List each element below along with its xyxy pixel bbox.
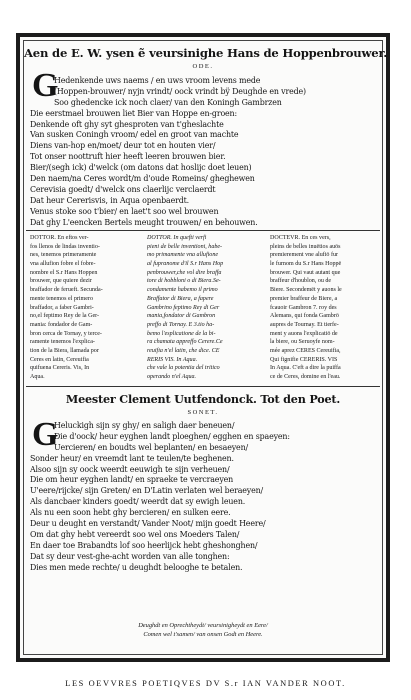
page-frame [16,33,390,662]
verse-line: Als dancbaer kinders goedt/ weerdt dat sy ewigh leuen. [30,497,246,507]
verse-line: Alsoo sijn sy oock weerdt eeuwigh te sijn verheuen/ [30,464,230,474]
verse-line: Diens van-hop en/moet/ deur tot en houten vier/ [30,141,216,151]
divider-rule-2 [26,386,380,387]
prose-line: mente tenemos el primero [30,295,93,302]
prose-line: Alemans, qui fonda Gambrō [270,313,339,320]
prose-line: quifuena Cereris. Vis, In [30,365,90,372]
prose-line: mo primamente vna allufione [147,252,219,259]
prose-line: preffo di Tornay. E 3.tio ha- [147,321,215,328]
verse-line: Tot onser noottruft hier heeft leeren brouwen bier. [30,152,226,162]
prose-line: vna allufion fobre el fobre- [30,261,96,268]
verse-line: Sonder heur/ en vreemdt lant te teulen/te beghenen. [30,453,234,463]
prose-line: ramente tenemos l'explica- [30,339,95,346]
prose-line: premier braffeur de Biere, a [270,295,338,302]
ode-subtitle: ODE. [192,63,214,70]
verse-line: Dies men mede rechte/ u deughdt belooghe te betalen. [30,562,243,572]
prose-line: la biere, ou Seruoyfe nom- [270,339,335,346]
prose-line: Braffator di Biera, a fapere [147,295,214,302]
prose-line: Biere. Secondemēt y auons le [270,287,342,294]
prose-line: Qui fignifie CERERIS. VIS [270,356,338,363]
prose-line: DOTTOR. In quefti verfi [147,235,207,241]
verse-line: Bier/(segh ick) d'welck (om datons dat hoslijc doet leuen) [30,163,252,173]
verse-line: Dat ghy L'eencken Bertels meught trouwen/ en behouwen. [30,217,258,227]
prose-line: DOTTOR. En eftos ver- [30,235,89,241]
prose-line: ment y auons l'explicatiō de [270,330,338,337]
prose-line: RERIS VIS. In Aqua. [147,356,198,363]
verse-line: Van susken Coningh vroom/ edel en groot van machte [30,130,239,140]
prose-line: bron cerca de Tornay, y terce- [30,330,102,337]
ode-title: Aen de E. W. ysen ẽ veursinighe Hans de Hoppenbrouwer. [24,46,388,60]
verse-line: Den naem/na Ceres wordt/m d'oude Romeins/ gheghewen [30,174,255,184]
sonnet-title: Meester Clement Uutfendonck. Tot den Poet. [65,392,341,406]
prose-line: mania: fondador de Gam- [30,321,93,328]
prose-line: aupres de Tournay. Et tierfe- [270,321,339,328]
prose-line: pleins de belles inuētios auōs [270,243,341,250]
page-footer: LES OEVVRES POETIQVES DV S.r IAN VANDER NOOT. [65,679,346,688]
verse-line: Soo ghedencke ick noch claer/ van den Koningh Gambrzen [54,97,282,107]
verse-line: Om dat ghy hebt vereerdt soo wel ons Moeders Talen/ [30,529,240,539]
prose-line: Ceres en latin, Cereuifia [30,356,89,363]
prose-line: bemo l'esplicatione de la bi- [147,330,216,337]
verse-line: Dat heur Cererisvis, in Aqua openbaerdt. [30,195,190,205]
verse-line: U'eere/rijcke/ sijn Greten/ en D'Latin verlaten wel beraeyen/ [30,486,264,496]
prose-line: operando n'el Aqua. [147,374,197,380]
verse-line: Dat sy deur vest-ghe-acht worden van alle tonghen: [30,551,230,561]
verse-line: Die eerstmael brouwen liet Bier van Hoppe en-groen: [30,108,238,118]
verse-line: Die d'oock/ heur eyghen landt ploeghen/ egghen en spaeyen: [54,431,290,441]
prose-line: tion de la Biera, llamada por [30,347,99,354]
verse-line: Uercieren/ en boudts wel beplanten/ en besaeyen/ [54,442,249,452]
ode-verse [30,76,378,228]
verse-line: Hedenkende uws naems / en uws vroom levens mede [54,76,261,85]
prose-spanish-column [30,234,136,382]
prose-line: penbrouwer,che vol dire braffa [147,269,222,276]
verse-line: Venus stoke soo t'bier/ en laet't soo wel brouwen [30,206,219,216]
prose-line: Gambrino feptimo Rey di Ger [147,304,220,311]
divider-rule [26,230,380,231]
sonnet-dropcap: G [32,416,59,453]
prose-line: reuifia n'el latin, che dice. CE [147,347,220,354]
prose-line: mée aprez CERES Cereuifia, [270,347,341,354]
prose-line: pieni de belle inventioni, habe- [147,243,223,250]
sonnet-subtitle: SONET. [187,409,219,416]
prose-line: premierement vne alufiō fur [270,252,338,259]
prose-line: DOCTEVR. En ces vers, [270,235,331,241]
prose-line: fcauoir Gambron 7. roy des [270,304,337,311]
prose-italian-column [147,234,255,382]
motto-line: Comen wel t'samen/ van onsen Godt en Heere. [143,631,263,638]
ode-dropcap: G [32,67,59,104]
prose-line: braffador de ferueft. Secunda- [30,287,103,294]
prose-line: ra chamata appreffo Cerere.Ce [147,339,223,346]
verse-line: Denkende oft ghy syt ghesproten van t'gheslachte [30,119,224,129]
prose-line: no,el feptimo Rey de la Ger- [30,313,100,320]
closing-motto [20,621,386,639]
verse-line: Deur u deught en verstandt/ Vander Noot/ mijn goedt Heere/ [30,519,266,529]
sonnet-verse [30,421,378,573]
motto-line: Deughdt en Oprechtheydt/ veursinigheydt en Eere/ [138,622,268,629]
verse-line: Als nu een soon hebt ghy bercieren/ en sulken eere. [30,508,231,518]
prose-line: nes, tenemos primeramente [30,252,97,259]
prose-line: Aqua. [30,374,45,380]
prose-french-column [270,234,380,382]
verse-line: Cerevisia goedt/ d'welck ons claerlijc verclaerdt [30,184,216,194]
prose-line: braffeur d'houblon, ou de [270,278,332,285]
verse-line: Die om heur eyghen landt/ en spraeke te vercraeyen [30,475,234,485]
prose-line: fos llenos de lindas inventio- [30,243,100,250]
prose-line: al fupranome d'il S.r Hans Hop [147,261,224,268]
verse-line: En daer toe Brabandts lof soo heerlijck hebt gheshonghen/ [30,540,258,550]
prose-line: brouwer, que quiere dezir [30,278,92,285]
prose-line: le furnom du S.r Hans Hoppē [270,261,342,268]
prose-line: mania,fondator di Gambron [147,313,216,320]
prose-line: ce de Ceres, domine en l'eau. [270,374,341,380]
prose-line: In Aqua. C'eft a dire la puiffa [270,365,341,372]
prose-line: nombre el S.r Hans Hoppen [30,269,98,276]
prose-line: brouwer. Qui vaut autant que [270,269,341,276]
prose-line: che vale la potentia del tritico [147,365,220,372]
verse-line: (Hoppen-brouwer/ nyjn vrindt/ oock vrindt bÿ Deughde en vrede) [54,86,306,96]
prose-line: tore di hobbloni o di Biera.Se- [147,278,221,285]
prose-line: condamente habemo il primo [147,287,218,294]
prose-line: braffador, a faber Gambri- [30,304,94,311]
verse-line: Heluckigh sijn sy ghy/ en saligh daer beneuen/ [54,421,235,430]
